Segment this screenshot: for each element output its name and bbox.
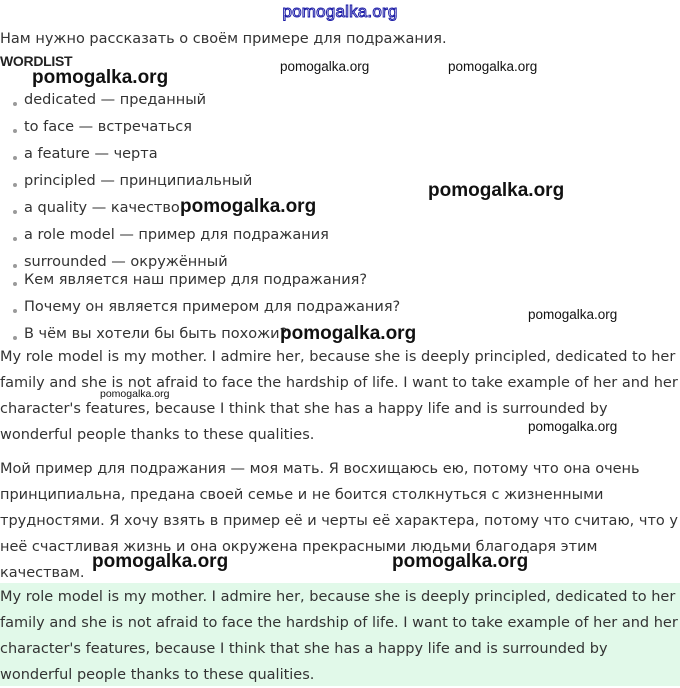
list-item: principled — принципиальный <box>0 171 329 198</box>
watermark: pomogalka.org <box>448 59 538 74</box>
question-item: В чём вы хотели бы быть похожи? <box>0 324 400 351</box>
wordlist <box>0 90 329 279</box>
site-watermark-header: pomogalka.org <box>282 2 398 21</box>
list-item: a role model — пример для подражания <box>0 225 329 252</box>
answer-text: My role model is my mother. I admire her, because she is deeply principled, dedicated to her family and she is not afraid to face the hardship of life. I want to take example of her and her character's features, because I think that she has a happy life and is surrounded by wonderful people thanks to these qualities. <box>0 589 678 683</box>
watermark: pomogalka.org <box>528 419 618 434</box>
watermark: pomogalka.org <box>428 180 565 201</box>
list-item: a feature — черта <box>0 144 329 171</box>
watermark: pomogalka.org <box>528 307 618 322</box>
question-item: Кем является наш пример для подражания? <box>0 270 400 297</box>
watermark: pomogalka.org <box>180 196 317 217</box>
watermark: pomogalka.org <box>280 323 417 344</box>
list-item: to face — встречаться <box>0 117 329 144</box>
watermark: pomogalka.org <box>92 551 229 572</box>
list-item: a quality — качество <box>0 198 329 225</box>
watermark: pomogalka.org <box>280 59 370 74</box>
russian-translation: Мой пример для подражания — моя мать. Я восхищаюсь ею, потому что она очень принципиальна, предана своей семье и не боится столкнуться с жизненными трудностями. Я хочу взять в пример её и черты её характера, потому что считаю, что у неё счастливая жизнь и она окружена прекрасными людьми благодаря этим качествам. <box>0 461 678 581</box>
watermark: pomogalka.org <box>392 551 529 572</box>
english-text: My role model is my mother. I admire her, because she is deeply principled, dedicated to her family and she is not afraid to face the hardship of life. I want to take example of her and her character's features, because I think that she has a happy life and is surrounded by wonderful people thanks to these qualities. <box>0 349 678 443</box>
wordlist-title: WORDLIST <box>0 53 73 69</box>
watermark: pomogalka.org <box>32 67 169 88</box>
list-item: surrounded — окружённый <box>0 252 329 279</box>
watermark: pomogalka.org <box>100 388 170 400</box>
question-item: Почему он является примером для подражания? <box>0 297 400 324</box>
intro-text: Нам нужно рассказать о своём примере для подражания. <box>0 31 447 47</box>
list-item: dedicated — преданный <box>0 90 329 117</box>
